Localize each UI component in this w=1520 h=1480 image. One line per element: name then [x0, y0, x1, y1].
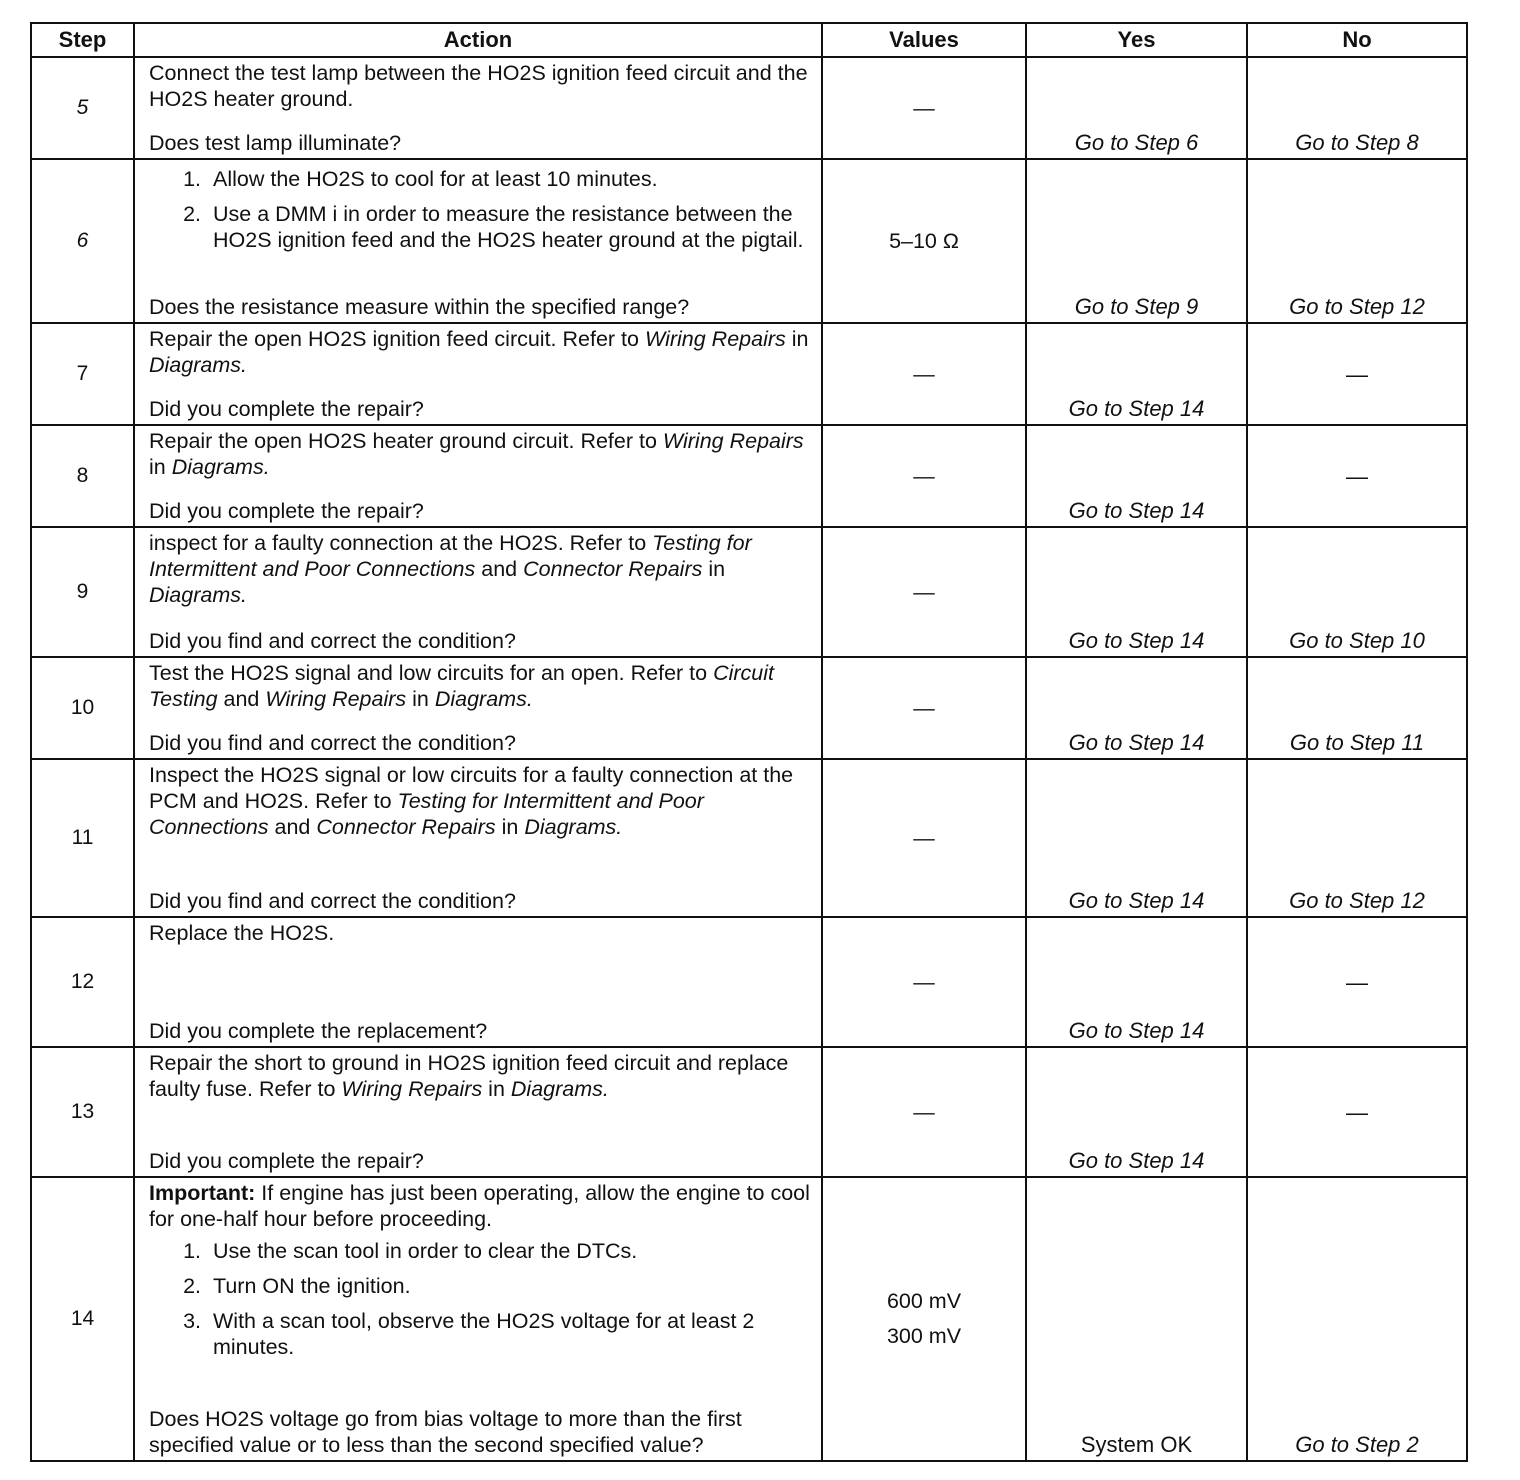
action-text-run: Repair the open HO2S ignition feed circuit. Refer to [149, 327, 645, 351]
action-text [149, 326, 811, 378]
reference-link-text: Diagrams. [171, 455, 270, 479]
action-text-run: Repair the short to ground in HO2S ignition feed circuit and replace faulty fuse. Refer to [149, 1051, 789, 1101]
step-number: 14 [31, 1177, 134, 1461]
action-instructions [149, 426, 811, 480]
header-row [31, 23, 1467, 57]
action-text [149, 660, 811, 712]
reference-link-text: Testing for Intermittent and Poor Connections [149, 789, 704, 839]
table-row [31, 1047, 1467, 1177]
reference-link-text: Wiring Repairs [662, 429, 804, 453]
values-cell [822, 1177, 1026, 1461]
action-question: Did you find and correct the condition? [149, 629, 516, 653]
action-question: Did you complete the replacement? [149, 1019, 488, 1043]
action-cell [134, 57, 822, 159]
reference-link-text: Diagrams. [510, 1077, 609, 1101]
step-number: 13 [31, 1047, 134, 1177]
yes-outcome: Go to Step 14 [1026, 759, 1247, 917]
step-number: 5 [31, 57, 134, 159]
action-text [149, 60, 811, 112]
no-outcome: — [1247, 917, 1467, 1047]
action-question: Did you complete the repair? [149, 1149, 424, 1173]
substep-item: 1. Allow the HO2S to cool for at least 10 minutes. [207, 166, 811, 192]
action-text [149, 1050, 811, 1102]
values-cell [822, 527, 1026, 657]
reference-link-text: Diagrams. [524, 815, 623, 839]
yes-outcome: Go to Step 14 [1026, 323, 1247, 425]
reference-link-text: Diagrams. [149, 583, 247, 607]
substep-item: 1. Use the scan tool in order to clear the DTCs. [207, 1238, 811, 1264]
reference-link-text: Testing for Intermittent and Poor Connections [149, 531, 752, 581]
values-cell [822, 425, 1026, 527]
action-content [149, 160, 811, 322]
value-text: — [913, 95, 935, 120]
action-instructions [149, 160, 811, 262]
table-row [31, 425, 1467, 527]
step-number: 8 [31, 425, 134, 527]
no-outcome: Go to Step 10 [1247, 527, 1467, 657]
action-cell [134, 759, 822, 917]
value-text: — [913, 695, 935, 720]
action-question: Did you complete the repair? [149, 499, 424, 523]
action-text-run: Test the HO2S signal and low circuits for an open. Refer to [149, 661, 714, 685]
value-text: — [913, 463, 935, 488]
no-outcome: Go to Step 12 [1247, 759, 1467, 917]
action-text-run: and [268, 815, 317, 839]
action-instructions [149, 658, 811, 712]
value-text: — [913, 579, 935, 604]
value-text: — [913, 361, 935, 386]
substep-item: 2. Use a DMM i in order to measure the resistance between the HO2S ignition feed and the HO2S heater ground at the pigtail. [207, 201, 811, 253]
reference-link-text: Diagrams. [149, 353, 247, 377]
no-outcome: — [1247, 323, 1467, 425]
action-content [149, 658, 811, 758]
value-text: — [913, 1099, 935, 1124]
yes-outcome: Go to Step 14 [1026, 425, 1247, 527]
reference-link-text: Circuit Testing [149, 661, 774, 711]
diagnostic-table-page [30, 22, 1466, 1462]
action-text-run: in [702, 557, 726, 581]
yes-outcome: System OK [1026, 1177, 1247, 1461]
action-text-run: Replace the HO2S. [149, 921, 335, 945]
action-content [149, 58, 811, 158]
reference-link-text: Connector Repairs [316, 815, 496, 839]
action-text-run: and [217, 687, 266, 711]
action-text-run: in [785, 327, 809, 351]
action-instructions [149, 760, 811, 840]
important-label: Important: [149, 1181, 256, 1205]
action-text-run: inspect for a faulty connection at the HO2S. Refer to [149, 531, 653, 555]
values-cell [822, 917, 1026, 1047]
step-number: 11 [31, 759, 134, 917]
action-cell [134, 1177, 822, 1461]
action-text-run: in [406, 687, 435, 711]
values-cell [822, 159, 1026, 323]
substep-list [149, 166, 811, 253]
action-text [149, 762, 811, 840]
yes-outcome: Go to Step 14 [1026, 917, 1247, 1047]
yes-outcome: Go to Step 14 [1026, 1047, 1247, 1177]
table-row [31, 323, 1467, 425]
value-text: 300 mV [886, 1324, 962, 1348]
action-question: Does test lamp illuminate? [149, 131, 402, 155]
value-text: — [913, 969, 935, 994]
action-question: Does HO2S voltage go from bias voltage to more than the first specified value or to less than the second specified value? [149, 1407, 742, 1457]
action-content [149, 1178, 811, 1460]
action-content [149, 760, 811, 916]
table-row [31, 759, 1467, 917]
table-row [31, 1177, 1467, 1461]
action-text-run: in [149, 455, 172, 479]
table-row [31, 917, 1467, 1047]
action-question: Did you find and correct the condition? [149, 889, 516, 913]
action-text-run: and [475, 557, 524, 581]
no-outcome: — [1247, 425, 1467, 527]
action-content [149, 324, 811, 424]
action-question: Does the resistance measure within the specified range? [149, 295, 690, 319]
yes-outcome: Go to Step 14 [1026, 527, 1247, 657]
action-cell [134, 917, 822, 1047]
action-cell [134, 527, 822, 657]
step-number: 9 [31, 527, 134, 657]
table-row [31, 527, 1467, 657]
reference-link-text: Wiring Repairs [341, 1077, 483, 1101]
header-values: Values [822, 23, 1026, 57]
table-row [31, 657, 1467, 759]
substep-item: 2. Turn ON the ignition. [207, 1273, 811, 1299]
no-outcome: Go to Step 8 [1247, 57, 1467, 159]
action-cell [134, 323, 822, 425]
table-body [31, 57, 1467, 1461]
action-instructions [149, 1048, 811, 1102]
values-cell [822, 323, 1026, 425]
substep-list [149, 1238, 811, 1360]
value-text: 5–10 Ω [889, 228, 959, 253]
value-text: 600 mV [886, 1289, 962, 1313]
header-yes: Yes [1026, 23, 1247, 57]
no-outcome: — [1247, 1047, 1467, 1177]
action-cell [134, 425, 822, 527]
reference-link-text: Connector Repairs [523, 557, 703, 581]
step-number: 12 [31, 917, 134, 1047]
action-question: Did you complete the repair? [149, 397, 424, 421]
action-cell [134, 1047, 822, 1177]
no-outcome: Go to Step 12 [1247, 159, 1467, 323]
action-content [149, 528, 811, 656]
reference-link-text: Wiring Repairs [265, 687, 407, 711]
value-text: — [913, 825, 935, 850]
action-text [149, 920, 811, 946]
diagnostic-table [30, 22, 1468, 1462]
action-instructions [149, 58, 811, 112]
values-cell [822, 657, 1026, 759]
action-instructions [149, 324, 811, 378]
values-cell [822, 1047, 1026, 1177]
step-number: 6 [31, 159, 134, 323]
action-instructions [149, 918, 811, 946]
action-text-run: Repair the open HO2S heater ground circuit. Refer to [149, 429, 663, 453]
yes-outcome: Go to Step 6 [1026, 57, 1247, 159]
yes-outcome: Go to Step 9 [1026, 159, 1247, 323]
values-cell [822, 759, 1026, 917]
substep-item: 3. With a scan tool, observe the HO2S voltage for at least 2 minutes. [207, 1308, 811, 1360]
no-outcome: Go to Step 2 [1247, 1177, 1467, 1461]
action-content [149, 1048, 811, 1176]
action-content [149, 426, 811, 526]
header-step: Step [31, 23, 134, 57]
action-instructions [149, 528, 811, 608]
action-content [149, 918, 811, 1046]
header-action: Action [134, 23, 822, 57]
table-row [31, 159, 1467, 323]
step-number: 7 [31, 323, 134, 425]
action-question: Did you find and correct the condition? [149, 731, 516, 755]
action-text [149, 428, 811, 480]
action-cell [134, 657, 822, 759]
no-outcome: Go to Step 11 [1247, 657, 1467, 759]
action-cell [134, 159, 822, 323]
action-text-run: in [495, 815, 525, 839]
table-row [31, 57, 1467, 159]
reference-link-text: Wiring Repairs [644, 327, 786, 351]
action-text-run: Connect the test lamp between the HO2S ignition feed circuit and the HO2S heater ground. [149, 61, 808, 111]
action-text-run: in [482, 1077, 511, 1101]
action-instructions [149, 1178, 811, 1369]
step-number: 10 [31, 657, 134, 759]
action-text-run: Inspect the HO2S signal or low circuits for a faulty connection at the PCM and HO2S. Refer to [149, 763, 794, 813]
action-text [149, 1180, 811, 1232]
action-text [149, 530, 811, 608]
reference-link-text: Diagrams. [434, 687, 533, 711]
header-no: No [1247, 23, 1467, 57]
action-text-run: If engine has just been operating, allow the engine to cool for one-half hour before proceeding. [149, 1181, 810, 1231]
values-cell [822, 57, 1026, 159]
yes-outcome: Go to Step 14 [1026, 657, 1247, 759]
